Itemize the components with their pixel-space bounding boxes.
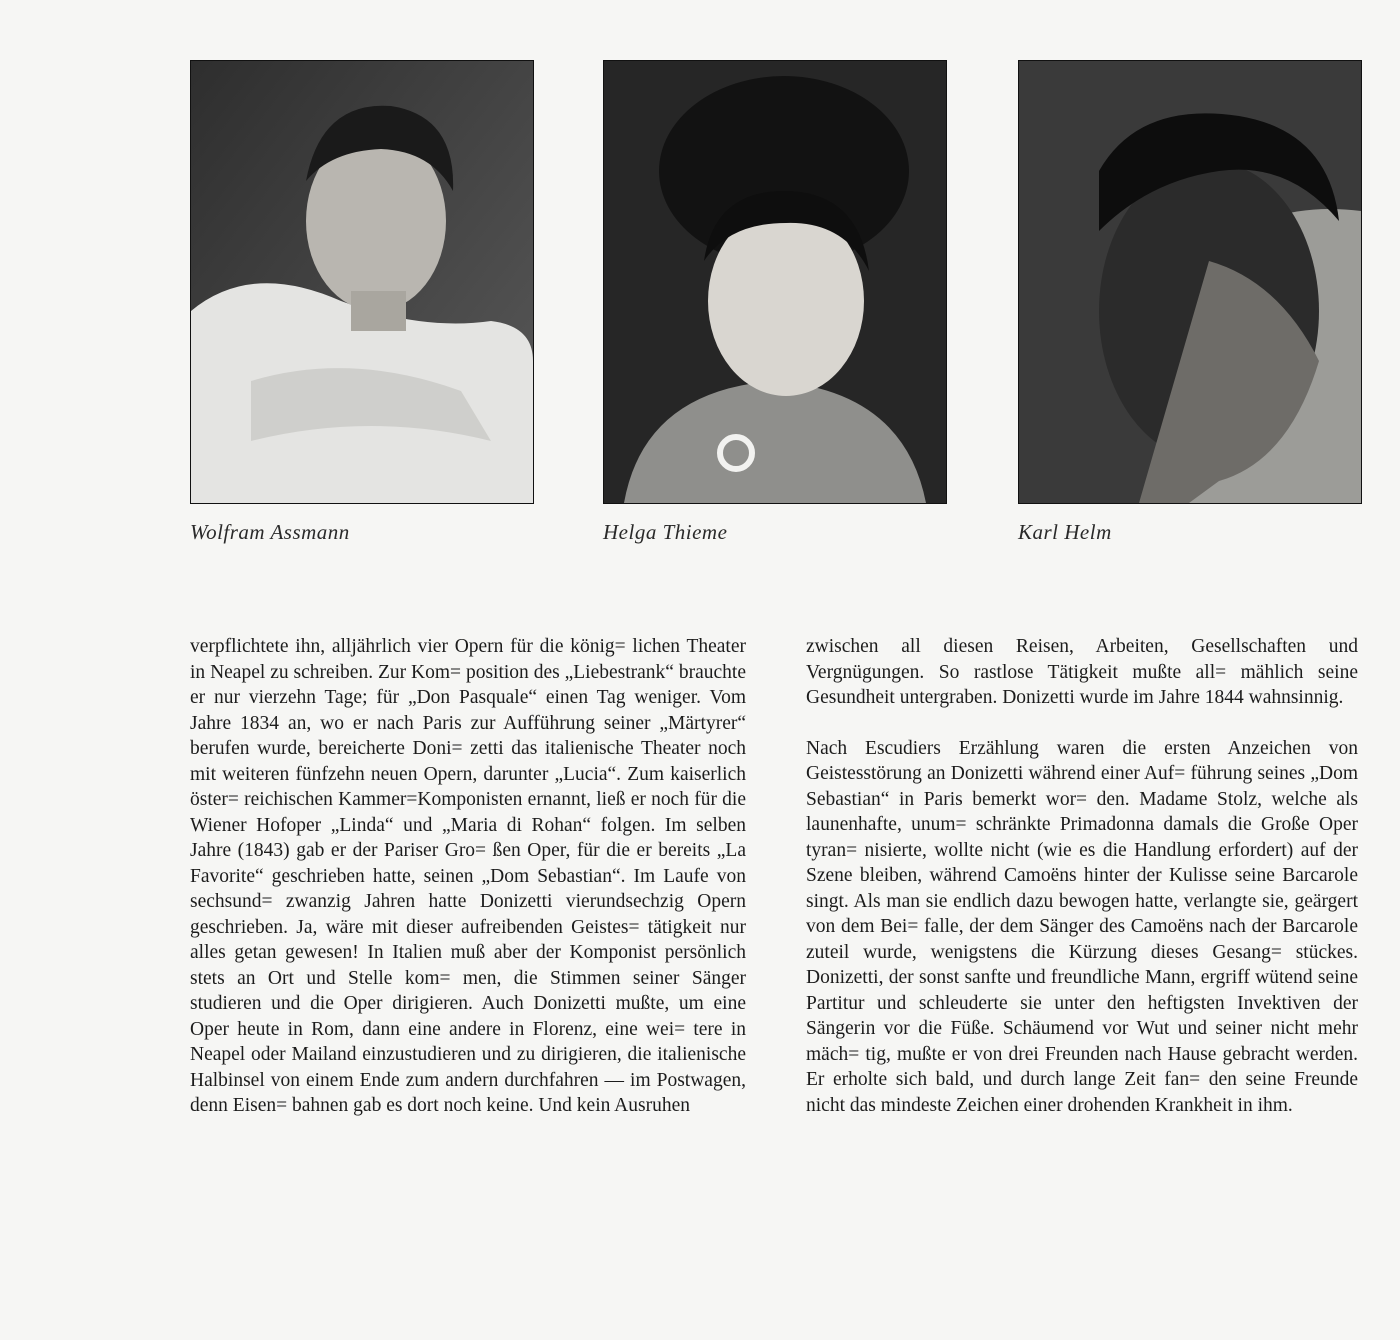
body-paragraph: zwischen all diesen Reisen, Arbeiten, Gesellschaften und Vergnügungen. So rastlose Tätigkeit mußte all= mählich seine Gesundheit untergraben. Donizetti wurde im Jahre 1844 wahnsinnig. (806, 636, 1358, 708)
text-column-right (806, 634, 1358, 1118)
portrait-photo-helga-thieme (603, 60, 947, 504)
body-paragraph: verpflichtete ihn, alljährlich vier Opern für die könig= lichen Theater in Neapel zu schreiben. Zur Kom= position des „Liebestrank“ brauchte er nur vierzehn Tage; für „Don Pasquale“ einen Tag weniger. Vom Jahre 1834 an, wo er nach Paris zur Aufführung seiner „Märtyrer“ berufen wurde, bereicherte Doni= zetti das italienische Theater noch mit weiteren fünfzehn neuen Opern, darunter „Lucia“. Zum kaiserlich öster= reichischen Kammer=Komponisten ernannt, ließ er noch für die Wiener Hofoper „Linda“ und „Maria di Rohan“ folgen. Im selben Jahre (1843) gab er der Pariser Gro= ßen Oper, für die er bereits „La Favorite“ geschrieben hatte, seinen „Dom Sebastian“. Im Laufe von sechsund= zwanzig Jahren hatte Donizetti vierundsechzig Opern geschrieben. Ja, wäre mit dieser aufreibenden Geistes= tätigkeit nur alles getan gewesen! In Italien muß aber der Komponist persönlich stets an Ort und Stelle kom= men, die Stimmen seiner Sänger studieren und die Oper dirigieren. Auch Donizetti mußte, um eine Oper heute in Rom, dann eine andere in Florenz, eine wei= tere in Neapel oder Mailand einzustudieren und zu dirigieren, die italienische Halbinsel von einem Ende zum andern durchfahren — im Postwagen, denn Eisen= bahnen gab es dort noch keine. Und kein Ausruhen (190, 636, 746, 1116)
body-paragraph: Nach Escudiers Erzählung waren die ersten Anzeichen von Geistesstörung an Donizetti während einer Auf= führung seines „Dom Sebastian“ in Paris bemerkt wor= den. Madame Stolz, welche als launenhafte, unum= schränkte Primadonna damals die Große Oper tyran= nisierte, wollte nicht (wie es die Handlung erfordert) auf der Szene bleiben, während Camoëns hinter der Kulisse seine Barcarole singt. Als man sie endlich dazu bewogen hatte, verlangte sie, geärgert von dem Bei= falle, der dem Sänger des Camoëns nach der Barcarole zuteil wurde, wenigstens die Kürzung dieses Gesang= stückes. Donizetti, der sonst sanfte und freundliche Mann, ergriff wütend seine Partitur und schleuderte sie unter den heftigsten Invektiven der Sängerin vor die Füße. Schäumend vor Wut und seiner nicht mehr mäch= tig, mußte er von drei Freunden nach Hause gebracht werden. Er erholte sich bald, und durch lange Zeit fan= den seine Freunde nicht das mindeste Zeichen einer drohenden Krankheit in ihm. (806, 737, 1358, 1116)
portrait-photo-wolfram-assmann (190, 60, 534, 504)
portrait-photo-karl-helm (1018, 60, 1362, 504)
text-column-left (190, 634, 746, 1119)
photo-caption: Wolfram Assmann (190, 520, 350, 544)
photo-caption: Karl Helm (1018, 520, 1112, 544)
photo-caption: Helga Thieme (603, 520, 728, 544)
